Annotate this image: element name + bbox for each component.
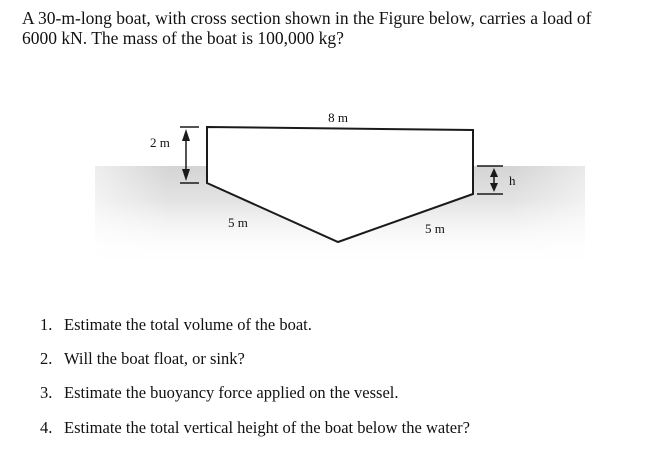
question-text: Estimate the total volume of the boat.: [64, 315, 312, 334]
problem-line-2: 6000 kN. The mass of the boat is 100,000 kg?: [22, 28, 344, 48]
arrow-up-icon: [182, 129, 190, 141]
question-item: [40, 418, 470, 438]
question-number: 1.: [40, 315, 53, 334]
question-text: Estimate the buoyancy force applied on the vessel.: [64, 383, 399, 402]
question-text: Estimate the total vertical height of the boat below the water?: [64, 418, 470, 437]
question-number: 2.: [40, 349, 53, 368]
question-item: [40, 349, 245, 369]
top-width-label: 8 m: [328, 110, 348, 125]
right-slope-label: 5 m: [425, 221, 445, 236]
left-slope-label: 5 m: [228, 215, 248, 230]
problem-line-1: A 30-m-long boat, with cross section shown in the Figure below, carries a load of: [22, 8, 592, 28]
question-item: [40, 383, 398, 403]
question-number: 3.: [40, 383, 53, 402]
left-height-label: 2 m: [150, 135, 170, 150]
h-label: h: [509, 173, 516, 188]
question-number: 4.: [40, 418, 53, 437]
question-text: Will the boat float, or sink?: [64, 349, 245, 368]
question-item: [40, 315, 312, 335]
